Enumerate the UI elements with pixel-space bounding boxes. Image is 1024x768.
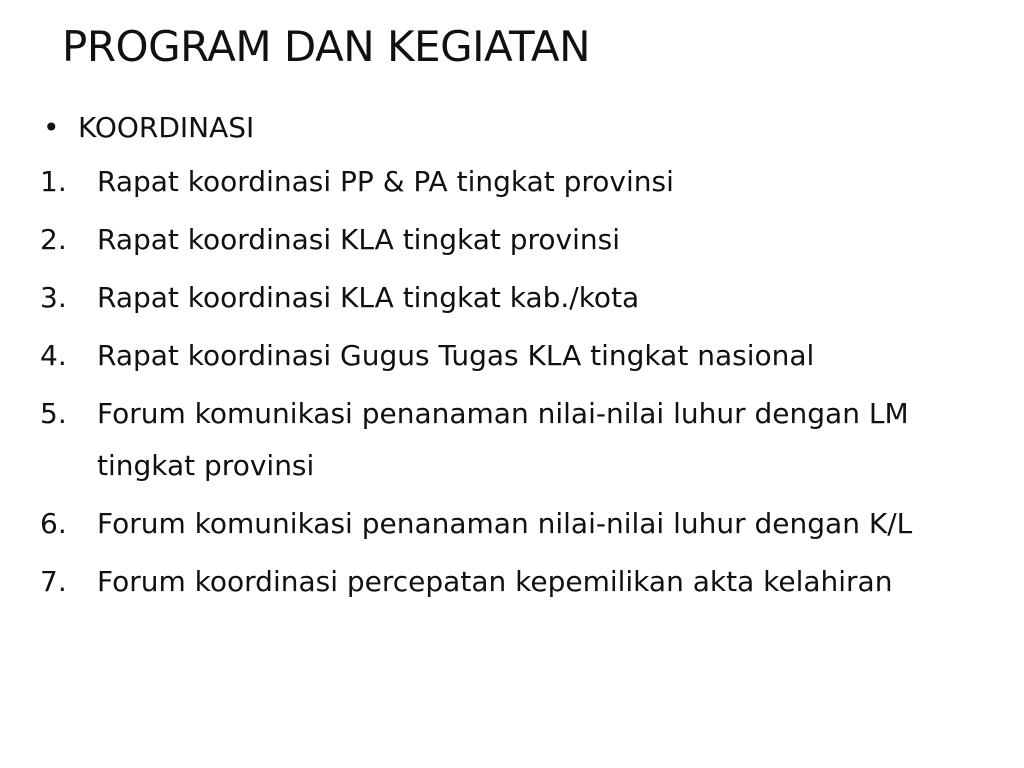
list-item <box>40 156 990 208</box>
list-item-number: 7. <box>40 565 67 598</box>
list-item <box>40 330 990 382</box>
list-item-number: 4. <box>40 339 67 372</box>
list-item-number: 1. <box>40 165 67 198</box>
list-item <box>40 556 990 608</box>
list-item-number: 6. <box>40 507 67 540</box>
list-item-text: Forum komunikasi penanaman nilai-nilai luhur dengan LM tingkat provinsi <box>97 397 909 482</box>
list-item-text: Forum komunikasi penanaman nilai-nilai luhur dengan K/L <box>97 507 913 540</box>
slide-title: PROGRAM DAN KEGIATAN <box>62 22 591 71</box>
list-item-text: Rapat koordinasi KLA tingkat provinsi <box>97 223 620 256</box>
list-item <box>40 388 990 492</box>
list-item-number: 3. <box>40 281 67 314</box>
list-item-text: Forum koordinasi percepatan kepemilikan akta kelahiran <box>97 565 893 598</box>
list-item-text: Rapat koordinasi PP & PA tingkat provinsi <box>97 165 674 198</box>
bullet-label: KOORDINASI <box>78 111 255 144</box>
list-item <box>40 214 990 266</box>
bullet-item <box>40 104 990 156</box>
list-item-number: 5. <box>40 397 67 430</box>
list-item-text: Rapat koordinasi Gugus Tugas KLA tingkat nasional <box>97 339 815 372</box>
list-item-text: Rapat koordinasi KLA tingkat kab./kota <box>97 281 640 314</box>
numbered-list <box>40 156 990 608</box>
slide-content <box>40 104 990 614</box>
list-item <box>40 498 990 550</box>
bullet-dot-icon: • <box>43 111 60 144</box>
list-item-number: 2. <box>40 223 67 256</box>
list-item <box>40 272 990 324</box>
